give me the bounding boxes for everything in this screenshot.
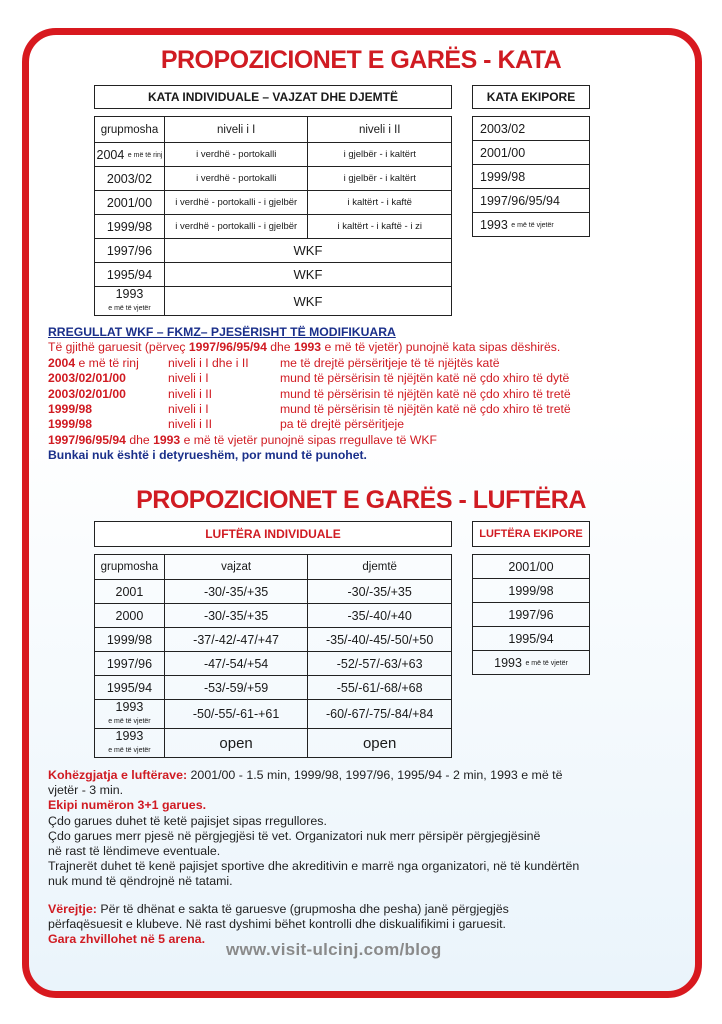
- age-value: 1997/96: [106, 243, 153, 258]
- wkf-cell: WKF: [164, 287, 451, 316]
- level-2-cell: i kaltërt - i kaftë - i zi: [308, 215, 452, 239]
- rule-age: 1999/98: [48, 417, 93, 432]
- age-cell: [95, 143, 165, 167]
- age-qualifier: e më të vjetër: [525, 659, 568, 667]
- table-row: [95, 191, 452, 215]
- rule-age: 2003/02/01/00: [48, 386, 126, 401]
- table-row: [95, 143, 452, 167]
- rule-level: niveli i II: [168, 417, 213, 432]
- age-cell: [95, 700, 165, 729]
- rules-line-8: Bunkai nuk është i detyrueshëm, por mund të punohet.: [48, 448, 367, 463]
- rule-text: mund të përsërisin të njëjtën katë në çdo xhiro të tretë: [280, 386, 571, 401]
- kumite-title: PROPOZICIONET E GARËS - LUFTËRA: [136, 486, 586, 514]
- rules-line: [48, 371, 688, 386]
- column-header: vajzat: [164, 555, 307, 580]
- table-row: [95, 263, 452, 287]
- table-row: [95, 580, 452, 604]
- level-1-cell: i verdhë - portokalli: [164, 167, 308, 191]
- duration-note: Kohëzgjatja e luftërave: 2001/00 - 1.5 min, 1999/98, 1997/96, 1995/94 - 2 min, 1993 e më të: [48, 768, 563, 782]
- table-row: [95, 215, 452, 239]
- table-row: [95, 628, 452, 652]
- age-cell: [95, 676, 165, 700]
- team-count-note: Ekipi numëron 3+1 garues.: [48, 798, 207, 813]
- age-cell: [95, 652, 165, 676]
- age-cell: [95, 239, 165, 263]
- table-row: [95, 239, 452, 263]
- rules-line: [48, 387, 688, 402]
- age-value: 1993: [115, 729, 144, 743]
- rules-line-2: 2004 e më të rinj niveli i I dhe i II me të drejtë përsëritjeje të të njëjtës katë: [48, 355, 500, 370]
- boys-weight-cell: -35/-40/+40: [308, 604, 452, 628]
- girls-weight-cell: open: [164, 729, 307, 758]
- level-2-cell: i gjelbër - i kaltërt: [308, 167, 452, 191]
- age-cell: [473, 603, 590, 627]
- age-value: 1997/96: [106, 656, 153, 671]
- coach-note-cont: nuk mund të qëndrojnë në tatami.: [48, 874, 233, 889]
- kumite-individual-table: [94, 554, 452, 758]
- age-value: 1995/94: [508, 631, 554, 646]
- arenas-note: Gara zhvillohet në 5 arena.: [48, 932, 206, 947]
- age-cell: [473, 651, 590, 675]
- column-header: grupmosha: [95, 555, 165, 580]
- table-row: [95, 604, 452, 628]
- age-cell: [473, 213, 590, 237]
- age-value: 1999/98: [106, 219, 153, 234]
- girls-weight-cell: -47/-54/+54: [164, 652, 307, 676]
- girls-weight-cell: -37/-42/-47/+47: [164, 628, 307, 652]
- age-cell: [95, 263, 165, 287]
- age-value: 2001/00: [480, 145, 526, 160]
- rule-level: niveli i I: [168, 371, 209, 386]
- age-cell: [95, 628, 165, 652]
- girls-weight-cell: -30/-35/+35: [164, 580, 307, 604]
- age-value: 1995/94: [106, 267, 153, 282]
- table-row: [473, 213, 590, 237]
- table-row: [473, 117, 590, 141]
- table-row: [95, 676, 452, 700]
- table-row: [473, 603, 590, 627]
- age-value: 2001: [115, 584, 144, 599]
- age-cell: [473, 141, 590, 165]
- age-qualifier: e më të rinj: [127, 151, 163, 159]
- kata-individual-table: [94, 116, 452, 316]
- rule-level: niveli i II: [168, 386, 213, 401]
- age-value: 1993: [480, 217, 508, 232]
- boys-weight-cell: -55/-61/-68/+68: [308, 676, 452, 700]
- age-cell: [95, 729, 165, 758]
- rule-age: 1999/98: [48, 401, 93, 416]
- rule-age: 2003/02/01/00: [48, 371, 126, 386]
- column-header: grupmosha: [95, 117, 165, 143]
- wkf-cell: WKF: [164, 239, 451, 263]
- age-cell: [95, 287, 165, 316]
- responsibility-note-cont: në rast të lëndimeve eventuale.: [48, 844, 221, 859]
- age-value: 1993: [115, 287, 144, 301]
- kumite-individual-header: LUFTËRA INDIVIDUALE: [94, 521, 452, 547]
- age-cell: [95, 191, 165, 215]
- level-1-cell: i verdhë - portokalli - i gjelbër: [164, 191, 308, 215]
- boys-weight-cell: -60/-67/-75/-84/+84: [308, 700, 452, 729]
- kata-individual-header: KATA INDIVIDUALE – VAJZAT DHE DJEMTË: [94, 85, 452, 109]
- rules-block: [48, 325, 688, 464]
- age-value: 1995/94: [106, 680, 153, 695]
- column-header: niveli i I: [164, 117, 308, 143]
- rules-line-7: 1997/96/95/94 dhe 1993 e më të vjetër punojnë sipas rregullave të WKF: [48, 432, 437, 447]
- age-cell: [95, 215, 165, 239]
- age-value: 2000: [115, 608, 144, 623]
- age-value: 1997/96: [508, 607, 554, 622]
- column-header: djemtë: [308, 555, 452, 580]
- kata-team-header: KATA EKIPORE: [472, 85, 590, 109]
- rules-line: [48, 417, 688, 432]
- age-cell: [473, 165, 590, 189]
- column-header: niveli i II: [308, 117, 452, 143]
- table-row: [95, 729, 452, 758]
- equipment-note: Çdo garues duhet të ketë pajisjet sipas rregullores.: [48, 813, 327, 828]
- rule-text: mund të përsërisin të njëjtën katë në çdo xhiro të tretë: [280, 401, 571, 416]
- age-cell: [473, 627, 590, 651]
- notes-block: [48, 768, 688, 947]
- girls-weight-cell: -53/-59/+59: [164, 676, 307, 700]
- rule-text: pa të drejtë përsëritjeje: [280, 417, 404, 432]
- table-row: [95, 287, 452, 316]
- table-row: [473, 627, 590, 651]
- table-row: [473, 651, 590, 675]
- age-cell: [473, 117, 590, 141]
- age-qualifier: e më të vjetër: [108, 718, 151, 726]
- duration-note-cont: vjetër - 3 min.: [48, 783, 124, 798]
- age-value: 1993: [115, 700, 144, 714]
- age-value: 2004: [96, 147, 125, 162]
- table-row: [473, 579, 590, 603]
- rules-line-1: Të gjithë garuesit (përveç 1997/96/95/94 dhe 1993 e më të vjetër) punojnë kata sipas dëshirës.: [48, 340, 561, 355]
- age-cell: [473, 189, 590, 213]
- rules-line: [48, 402, 688, 417]
- age-cell: [95, 167, 165, 191]
- table-row: [95, 652, 452, 676]
- responsibility-note: Çdo garues merr pjesë në përgjegjësi të vet. Organizatori nuk merr përsipër përgjegjësinë: [48, 828, 541, 843]
- age-value: 1999/98: [508, 583, 554, 598]
- level-2-cell: i gjelbër - i kaltërt: [308, 143, 452, 167]
- age-cell: [473, 579, 590, 603]
- rule-level: niveli i I: [168, 401, 209, 416]
- age-cell: [95, 580, 165, 604]
- remark-note-cont: përfaqësuesit e klubeve. Në rast dyshimi bëhet kontrolli dhe diskualifikimi i garuesit.: [48, 916, 506, 931]
- rules-heading: RREGULLAT WKF – FKMZ– PJESËRISHT TË MODIFIKUARA: [48, 325, 396, 339]
- table-row: [473, 189, 590, 213]
- boys-weight-cell: -30/-35/+35: [308, 580, 452, 604]
- table-row: [95, 167, 452, 191]
- age-qualifier: e më të vjetër: [511, 221, 554, 229]
- watermark: www.visit-ulcinj.com/blog: [226, 940, 442, 959]
- age-cell: [473, 555, 590, 579]
- table-row: [473, 141, 590, 165]
- table-row: [95, 700, 452, 729]
- level-2-cell: i kaltërt - i kaftë: [308, 191, 452, 215]
- boys-weight-cell: -35/-40/-45/-50/+50: [308, 628, 452, 652]
- coach-note: Trajnerët duhet të kenë pajisjet sportive dhe akreditivin e marrë nga organizatori, në të kundërtën: [48, 859, 580, 874]
- rule-text: mund të përsërisin të njëjtën katë në çdo xhiro të dytë: [280, 371, 570, 386]
- age-qualifier: e më të vjetër: [108, 305, 151, 313]
- wkf-cell: WKF: [164, 263, 451, 287]
- level-1-cell: i verdhë - portokalli - i gjelbër: [164, 215, 308, 239]
- kata-title: PROPOZICIONET E GARËS - KATA: [160, 46, 562, 74]
- age-value: 2001/00: [508, 559, 554, 574]
- age-qualifier: e më të vjetër: [108, 747, 151, 755]
- age-value: 1993: [494, 655, 522, 670]
- boys-weight-cell: open: [308, 729, 452, 758]
- kumite-team-header: LUFTËRA EKIPORE: [472, 521, 590, 547]
- table-row: [473, 555, 590, 579]
- header-row: [95, 117, 452, 143]
- girls-weight-cell: -50/-55/-61-+61: [164, 700, 307, 729]
- kumite-team-table: [472, 554, 590, 675]
- age-value: 1999/98: [106, 632, 153, 647]
- table-row: [473, 165, 590, 189]
- age-value: 2003/02: [480, 121, 526, 136]
- kata-team-table: [472, 116, 590, 237]
- age-value: 1997/96/95/94: [480, 193, 560, 208]
- age-value: 2003/02: [106, 171, 153, 186]
- age-value: 2001/00: [106, 195, 153, 210]
- header-row: [95, 555, 452, 580]
- boys-weight-cell: -52/-57/-63/+63: [308, 652, 452, 676]
- remark-note: Vërejtje: Për të dhënat e sakta të garuesve (grupmosha dhe pesha) janë përgjegjës: [48, 901, 509, 916]
- age-value: 1999/98: [480, 169, 526, 184]
- age-cell: [95, 604, 165, 628]
- girls-weight-cell: -30/-35/+35: [164, 604, 307, 628]
- level-1-cell: i verdhë - portokalli: [164, 143, 308, 167]
